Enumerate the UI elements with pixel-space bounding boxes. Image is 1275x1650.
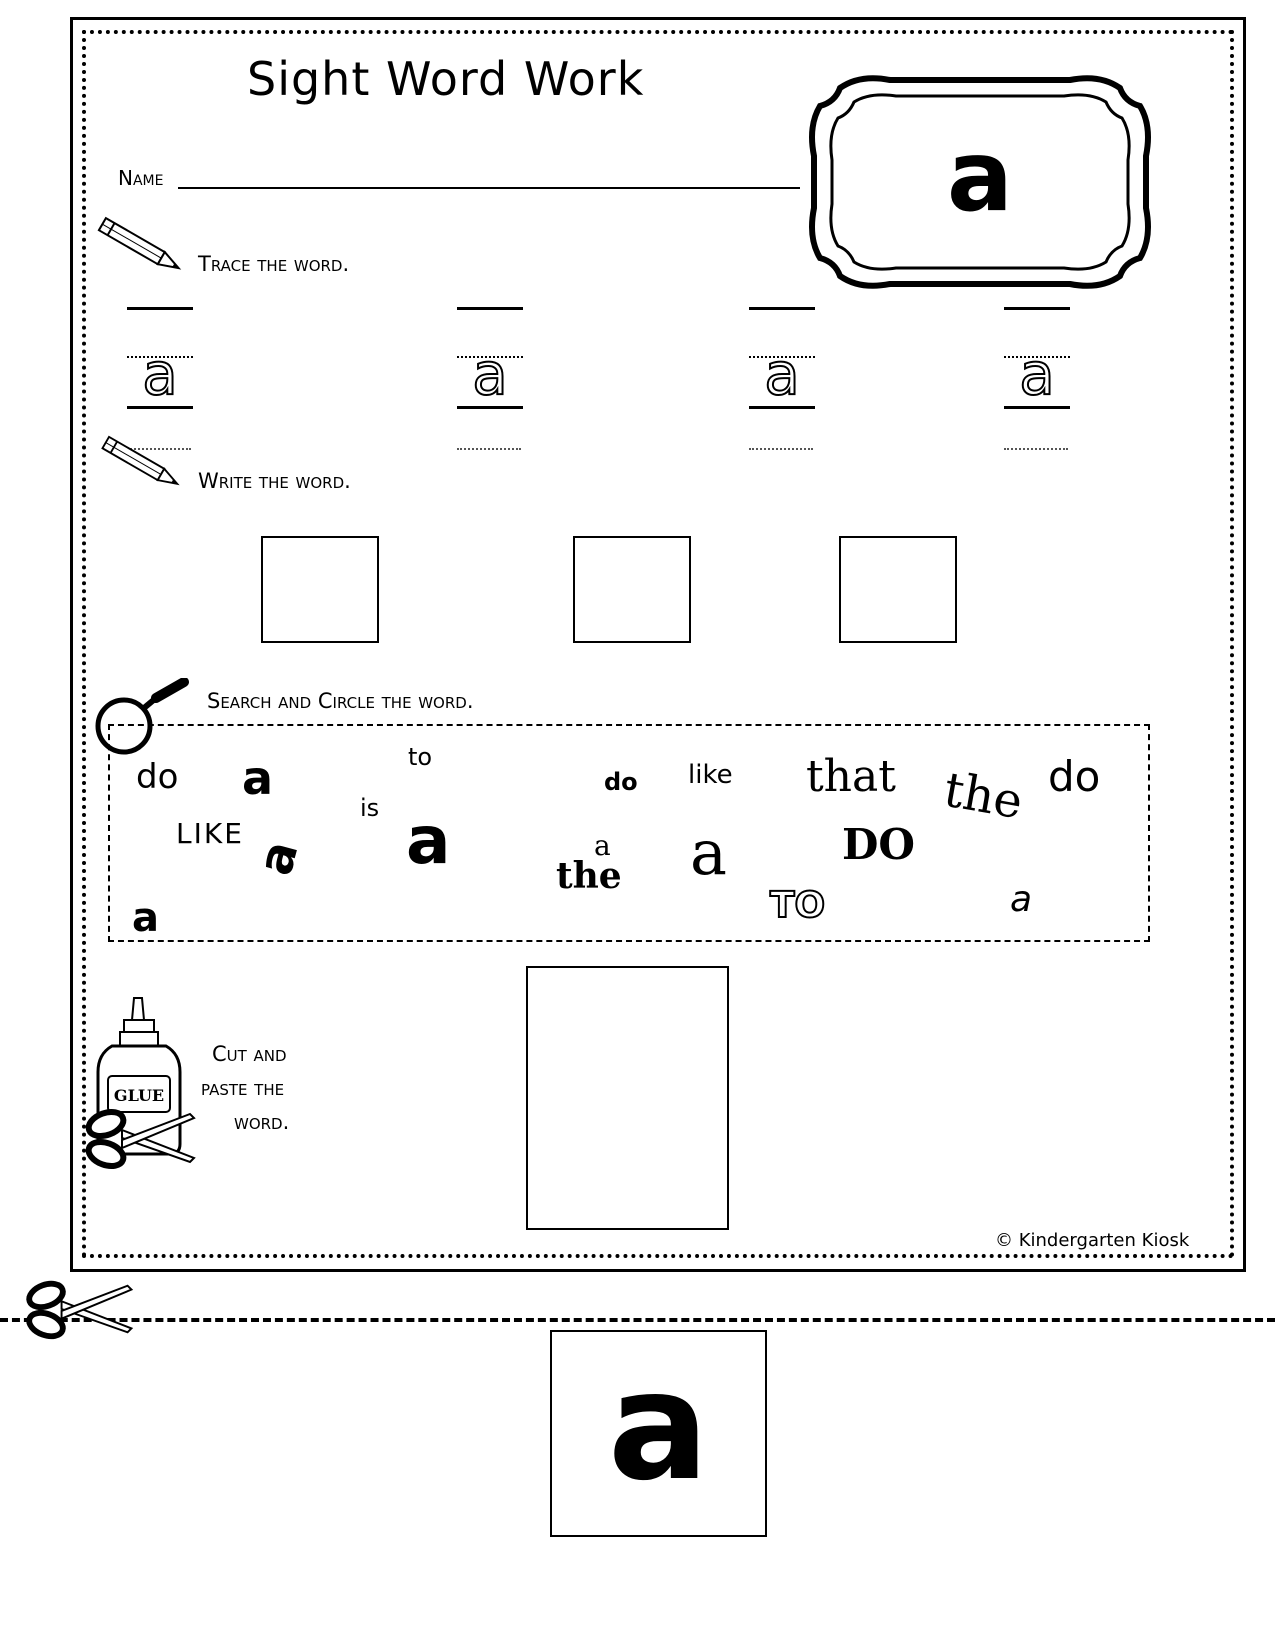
- search-word[interactable]: a: [1010, 879, 1033, 920]
- write-box[interactable]: [573, 536, 691, 643]
- write-box[interactable]: [261, 536, 379, 643]
- glue-label: GLUE: [113, 1086, 165, 1105]
- cut-out-word: a: [607, 1340, 710, 1514]
- search-word[interactable]: a: [246, 835, 310, 881]
- write-instruction: Write the word.: [198, 469, 351, 493]
- search-word[interactable]: a: [406, 802, 451, 879]
- search-word[interactable]: do: [604, 768, 638, 796]
- page-title: Sight Word Work: [247, 52, 645, 106]
- search-word[interactable]: a: [594, 829, 611, 862]
- trace-letter[interactable]: a: [142, 340, 178, 408]
- pencil-icon: [96, 434, 186, 494]
- search-word[interactable]: a: [690, 816, 727, 889]
- trace-letter[interactable]: a: [1019, 340, 1055, 408]
- name-line[interactable]: [178, 187, 800, 189]
- search-word[interactable]: to: [408, 743, 433, 771]
- paste-instruction-line-2: paste the: [201, 1076, 285, 1100]
- search-word[interactable]: the: [556, 855, 622, 897]
- search-word[interactable]: do: [136, 757, 179, 797]
- search-word[interactable]: the: [939, 761, 1027, 831]
- search-word[interactable]: a: [242, 751, 274, 805]
- search-word[interactable]: that: [806, 751, 896, 802]
- trace-letter[interactable]: a: [472, 340, 508, 408]
- write-line[interactable]: [1004, 448, 1068, 450]
- search-word[interactable]: DO: [842, 820, 916, 869]
- trace-letter[interactable]: a: [764, 340, 800, 408]
- search-word[interactable]: TO: [770, 885, 826, 926]
- write-box[interactable]: [839, 536, 957, 643]
- sight-word-display: a: [946, 120, 1014, 234]
- paste-instruction-line-3: word.: [234, 1110, 290, 1134]
- search-word[interactable]: a: [132, 895, 159, 941]
- search-instruction: Search and Circle the word.: [207, 689, 474, 713]
- search-word[interactable]: is: [360, 794, 380, 822]
- paste-box[interactable]: [526, 966, 729, 1230]
- trace-instruction: Trace the word.: [198, 252, 350, 276]
- paste-instruction-line-1: Cut and: [212, 1042, 287, 1066]
- search-word[interactable]: do: [1048, 752, 1101, 801]
- pencil-icon: [92, 215, 188, 279]
- search-word[interactable]: LIKE: [176, 817, 244, 850]
- trace-top-line: [457, 307, 523, 310]
- name-label: Name: [118, 166, 164, 190]
- write-line[interactable]: [457, 448, 521, 450]
- cut-line: [0, 1318, 1275, 1322]
- write-line[interactable]: [749, 448, 813, 450]
- trace-top-line: [749, 307, 815, 310]
- scissors-icon: [82, 1104, 200, 1172]
- credit: © Kindergarten Kiosk: [995, 1230, 1190, 1251]
- trace-top-line: [1004, 307, 1070, 310]
- scissors-icon: [20, 1276, 140, 1342]
- trace-top-line: [127, 307, 193, 310]
- search-word[interactable]: like: [688, 760, 733, 790]
